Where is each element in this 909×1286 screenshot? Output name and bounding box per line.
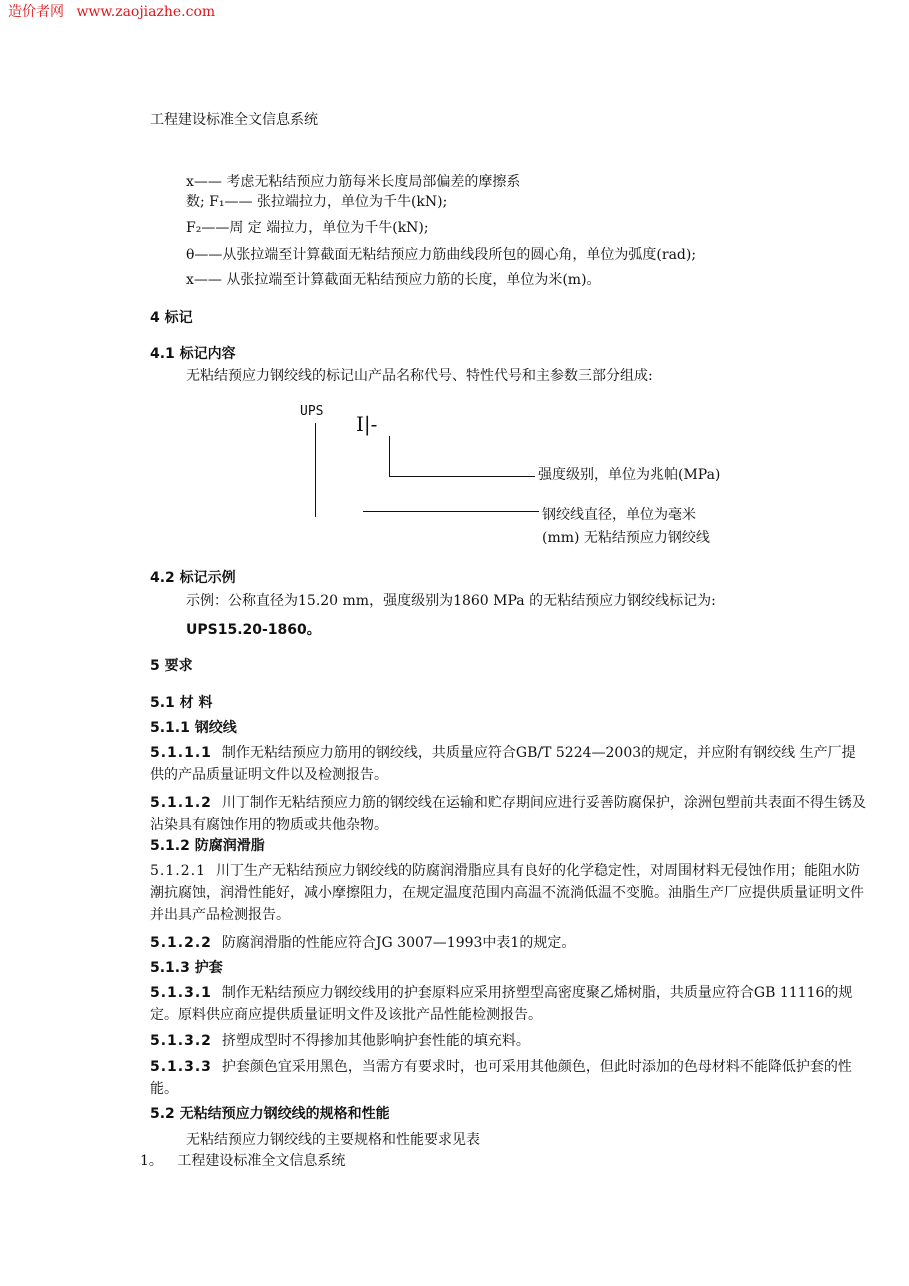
section-5-1-3-heading: 5.1.3 护套 bbox=[150, 960, 223, 976]
diagram-label-strength: 强度级别，单位为兆帕(MPa) bbox=[538, 467, 721, 483]
page-header-title: 工程建设标准全文信息系统 bbox=[150, 112, 318, 128]
clause-number: 5.1.3.1 bbox=[150, 985, 212, 1001]
diagram-code: UPS bbox=[300, 404, 324, 419]
section-5-heading: 5 要求 bbox=[150, 658, 193, 674]
clause-5-1-3-3 bbox=[150, 1056, 866, 1100]
clause-text: 制作无粘结预应力筋用的钢绞线，共质量应符合GB/T 5224—2003的规定，并应附有钢绞线 生产厂提供的产品质量证明文件以及检测报告。 bbox=[150, 745, 856, 783]
clause-number: 5.1.2.1 bbox=[150, 863, 206, 879]
section-4-1-heading: 4.1 标记内容 bbox=[150, 346, 236, 362]
clause-number: 5.1.1.1 bbox=[150, 745, 212, 761]
section-5-1-2-heading: 5.1.2 防腐润滑脂 bbox=[150, 838, 265, 854]
diagram-label-product: (mm) 无粘结预应力钢绞线 bbox=[542, 530, 710, 546]
def-line-5: x—— 从张拉端至计算截面无粘结预应力筋的长度，单位为米(m)。 bbox=[186, 272, 601, 288]
clause-5-1-1-2 bbox=[150, 792, 866, 836]
clause-text: 川丁生产无粘结预应力钢绞线的防腐润滑脂应具有良好的化学稳定性，对周围材料无侵蚀作用；能阻水防潮抗腐蚀，润滑性能好，减小摩擦阻力，在规定温度范围内高温不流淌低温不变脆。油脂生产厂应提供质量证明文件并出具产品检测报告。 bbox=[150, 863, 864, 923]
page-footer bbox=[140, 1151, 345, 1171]
clause-5-1-2-1 bbox=[150, 860, 866, 926]
diagram-line-strength-horizontal bbox=[389, 476, 535, 477]
footer-title: 工程建设标准全文信息系统 bbox=[177, 1153, 346, 1169]
diagram-mark: I|- bbox=[356, 412, 378, 436]
clause-5-1-3-1 bbox=[150, 982, 866, 1026]
def-line-4: θ——从张拉端至计算截面无粘结预应力筋曲线段所包的圆心角，单位为弧度(rad); bbox=[186, 247, 697, 263]
clause-5-1-2-2 bbox=[150, 932, 866, 954]
diagram-line-strength-vertical bbox=[389, 436, 390, 477]
watermark-link[interactable]: www.zaojiazhe.com bbox=[76, 4, 216, 20]
diagram-line-diameter-horizontal bbox=[363, 511, 539, 512]
clause-text: 川丁制作无粘结预应力筋的钢绞线在运输和贮存期间应进行妥善防腐保护，涂洲包塑前共表面不得生锈及沾染具有腐蚀作用的物质或共他杂物。 bbox=[150, 795, 866, 833]
section-4-heading: 4 标记 bbox=[150, 310, 193, 326]
clause-number: 5.1.1.2 bbox=[150, 795, 212, 811]
clause-text: 防腐润滑脂的性能应符合JG 3007—1993中表1的规定。 bbox=[221, 935, 576, 951]
diagram-label-diameter: 钢绞线直径，单位为毫米 bbox=[542, 507, 696, 523]
def-line-2: 数; F₁—— 张拉端拉力，单位为千牛(kN); bbox=[186, 194, 448, 210]
section-5-1-1-heading: 5.1.1 钢绞线 bbox=[150, 720, 237, 736]
clause-number: 5.1.3.3 bbox=[150, 1059, 212, 1075]
section-4-2-heading: 4.2 标记示例 bbox=[150, 570, 236, 586]
clause-5-1-3-2 bbox=[150, 1030, 866, 1052]
marking-example: UPS15.20-1860。 bbox=[186, 622, 321, 638]
diagram-line-ups-vertical bbox=[315, 423, 316, 517]
section-4-1-text: 无粘结预应力钢绞线的标记山产品名称代号、特性代号和主参数三部分组成: bbox=[186, 368, 653, 384]
footer-page-number: 1。 bbox=[140, 1153, 163, 1169]
clause-5-1-1-1 bbox=[150, 742, 866, 786]
section-5-1-heading: 5.1 材 料 bbox=[150, 695, 213, 711]
section-5-2-heading: 5.2 无粘结预应力钢绞线的规格和性能 bbox=[150, 1106, 390, 1122]
section-4-2-text: 示例：公称直径为15.20 mm，强度级别为1860 MPa 的无粘结预应力钢绞线标记为: bbox=[186, 593, 716, 609]
clause-text: 挤塑成型时不得掺加其他影响护套性能的填充料。 bbox=[221, 1033, 530, 1049]
def-line-1: x—— 考虑无粘结预应力筋每米长度局部偏差的摩擦系 bbox=[186, 174, 521, 190]
def-line-3: F₂——周 定 端拉力，单位为千牛(kN); bbox=[186, 220, 429, 236]
clause-text: 护套颜色宜采用黑色，当需方有要求时，也可采用其他颜色，但此时添加的色母材料不能降低护套的性能。 bbox=[150, 1059, 852, 1097]
watermark-site-name: 造价者网 bbox=[8, 4, 64, 20]
watermark bbox=[8, 2, 215, 22]
clause-text: 制作无粘结预应力钢绞线用的护套原料应采用挤塑型高密度聚乙烯树脂，共质量应符合GB 11116的规定。原料供应商应提供质量证明文件及该批产品性能检测报告。 bbox=[150, 985, 853, 1023]
clause-number: 5.1.2.2 bbox=[150, 935, 212, 951]
clause-number: 5.1.3.2 bbox=[150, 1033, 212, 1049]
section-5-2-text: 无粘结预应力钢绞线的主要规格和性能要求见表 bbox=[186, 1132, 480, 1148]
